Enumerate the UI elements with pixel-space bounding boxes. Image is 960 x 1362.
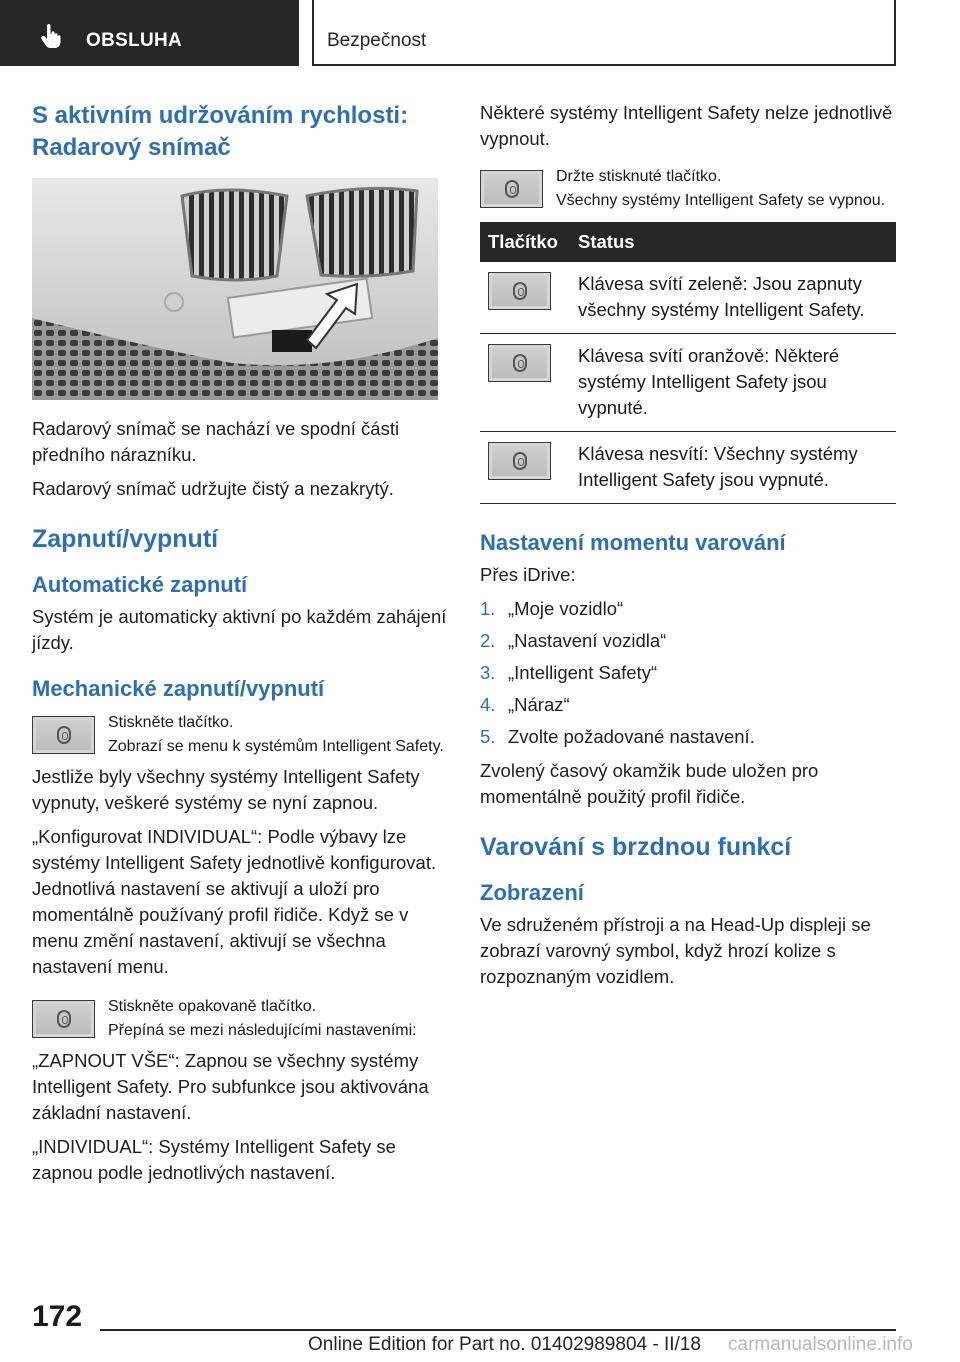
menu-shown-text: Zobrazí se menu k systémům Intelligent Safety.	[108, 738, 444, 755]
all-off-text: Všechny systémy Intelligent Safety se vypnou.	[556, 192, 886, 209]
chapter-box	[312, 0, 896, 66]
status-cell: Klávesa svítí oranžově: Některé systémy Intelligent Safety jsou vypnuté.	[570, 334, 896, 432]
page-number: 172	[32, 1300, 83, 1333]
individual-text: „INDIVIDUAL“: Systémy Intelligent Safety se zapnou podle jednotlivých nastavení.	[32, 1136, 396, 1183]
section-title: OBSLUHA	[86, 30, 183, 51]
section-tab	[0, 0, 299, 66]
configure-individual-text: „Konfigurovat INDIVIDUAL“: Podle výbavy lze systémy Intelligent Safety jednotlivě konfigurovat. Jednotlivá nastavení se aktivují a uloží pro momentálně používaný profil řidiče. Když se v menu změní nastavení, aktivují se všechna nastavení menu.	[32, 826, 437, 977]
list-item: 1. „Moje vozidlo“	[480, 598, 624, 619]
intelligent-safety-button-icon	[32, 716, 95, 754]
heading-display: Zobrazení	[480, 880, 584, 905]
table-row	[480, 432, 896, 504]
table-header-button: Tlačítko	[480, 222, 570, 262]
saved-profile-text: Zvolený časový okamžik bude uložen pro momentálně použitý profil řidiče.	[480, 760, 819, 807]
list-item: 2. „Nastavení vozidla“	[480, 630, 667, 651]
list-item: 5. Zvolte požadované nastavení.	[480, 726, 755, 747]
table-row	[480, 262, 896, 334]
some-systems-text: Některé systémy Intelligent Safety nelze jednotlivě vypnout.	[480, 102, 893, 149]
radar-clean-text: Radarový snímač udržujte čistý a nezakrytý.	[32, 478, 394, 499]
intelligent-safety-button-icon	[480, 170, 543, 208]
status-cell: Klávesa svítí zeleně: Jsou zapnuty všechny systémy Intelligent Safety.	[570, 262, 896, 334]
press-button-text: Stiskněte tlačítko.	[108, 714, 234, 731]
radar-sensor-photo	[32, 178, 438, 400]
intelligent-safety-button-icon	[32, 1000, 95, 1038]
heading-radar: S aktivním udržováním rychlosti: Radarový snímač	[32, 102, 409, 161]
heading-onoff: Zapnutí/vypnutí	[32, 525, 219, 553]
auto-text: Systém je automaticky aktivní po každém zahájení jízdy.	[32, 606, 447, 653]
left-column	[32, 100, 448, 1194]
heading-brake-warning: Varování s brzdnou funkcí	[480, 833, 792, 861]
idrive-text: Přes iDrive:	[480, 564, 576, 585]
heading-mechanical: Mechanické zapnutí/vypnutí	[32, 676, 325, 701]
button-green-icon	[488, 272, 551, 310]
all-on-text: „ZAPNOUT VŠE“: Zapnou se všechny systémy Intelligent Safety. Pro subfunkce jsou aktivována základní nastavení.	[32, 1050, 429, 1123]
button-orange-icon	[488, 344, 551, 382]
list-item: 3. „Intelligent Safety“	[480, 662, 658, 683]
hold-button-text: Držte stisknuté tlačítko.	[556, 168, 722, 185]
radar-location-text: Radarový snímač se nachází ve spodní části předního nárazníku.	[32, 418, 400, 465]
hold-button-block	[480, 168, 896, 210]
idrive-steps	[480, 596, 896, 750]
list-item: 4. „Náraz“	[480, 694, 570, 715]
watermark: carmanualsonline.info	[728, 1334, 913, 1355]
all-off-then-on-text: Jestliže byly všechny systémy Intelligent Safety vypnuty, veškeré systémy se nyní zapnou.	[32, 766, 420, 813]
button-off-icon	[488, 442, 551, 480]
press-button-block	[32, 714, 448, 756]
page-header	[0, 0, 960, 66]
table-header-row	[480, 222, 896, 262]
table-row	[480, 334, 896, 432]
footer-divider	[100, 1329, 896, 1331]
toggle-settings-text: Přepíná se mezi následujícími nastaveními:	[108, 1022, 417, 1039]
edition-text: Online Edition for Part no. 01402989804 - II/18	[308, 1334, 701, 1355]
heading-auto: Automatické zapnutí	[32, 572, 248, 597]
status-table	[480, 222, 896, 504]
display-text: Ve sdruženém přístroji a na Head-Up displeji se zobrazí varovný symbol, když hrozí kolize s rozpoznaným vozidlem.	[480, 914, 871, 987]
repeat-press-block	[32, 998, 448, 1040]
hand-pointer-icon	[38, 22, 64, 48]
heading-warning-timing: Nastavení momentu varování	[480, 530, 786, 555]
chapter-title: Bezpečnost	[327, 30, 427, 51]
table-header-status: Status	[570, 222, 896, 262]
repeat-press-text: Stiskněte opakovaně tlačítko.	[108, 998, 317, 1015]
status-cell: Klávesa nesvítí: Všechny systémy Intelligent Safety jsou vypnuté.	[570, 432, 896, 504]
right-column	[480, 100, 896, 998]
